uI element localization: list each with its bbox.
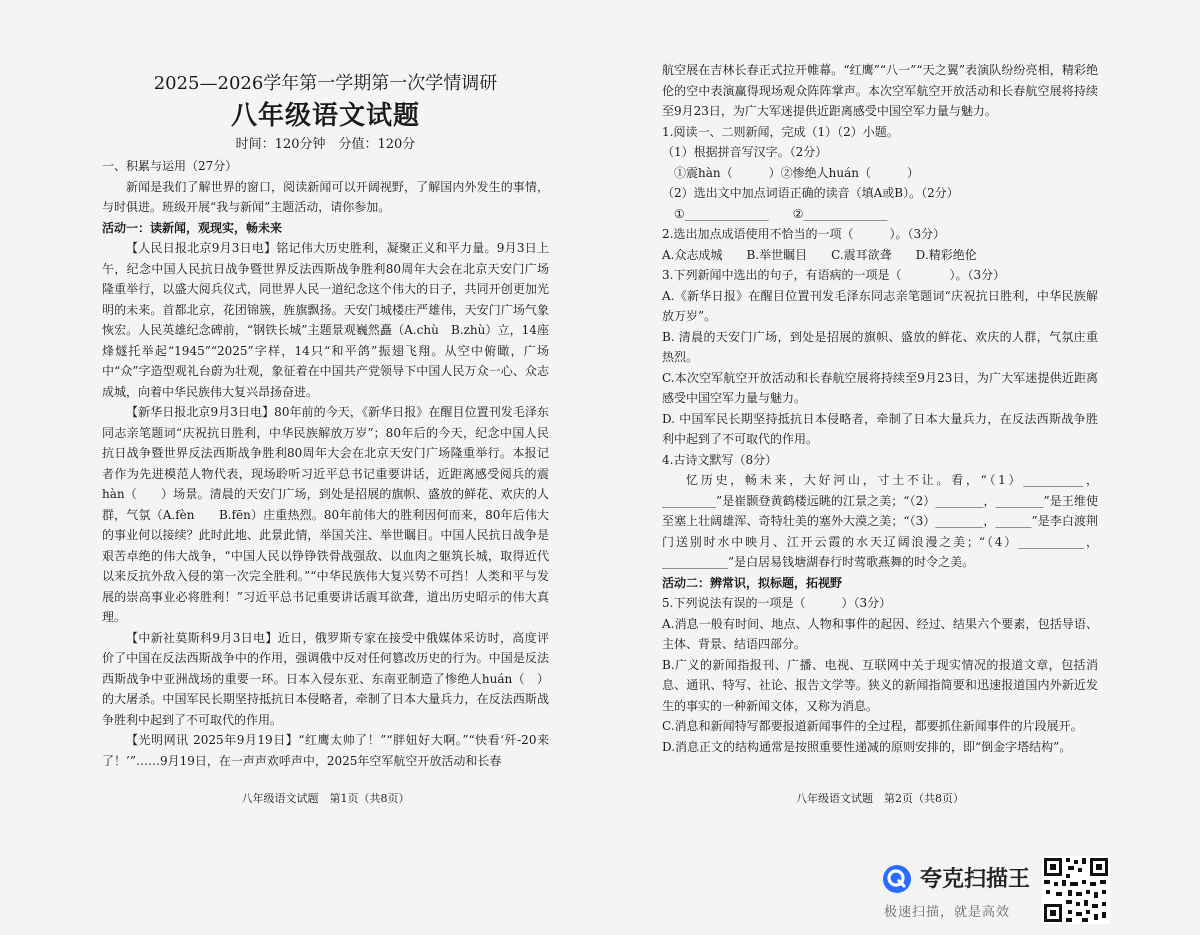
- exam-title: 八年级语文试题: [230, 101, 420, 131]
- question-1-part-1: （1）根据拼音写汉字。（2分）: [662, 145, 828, 159]
- exam-header: 2025—2026学年第一学期第一次学情调研: [153, 73, 498, 94]
- question-5-option-c: C.消息和新闻特写都要报道新闻事件的全过程，都要抓住新闻事件的片段展开。: [662, 719, 1083, 733]
- question-5-option-a: A.消息一般有时间、地点、人物和事件的起因、经过、结果六个要素，包括导语、主体、背景、结语四部分。: [662, 616, 1098, 651]
- brand-slogan: 极速扫描，就是高效: [884, 905, 1011, 920]
- time-score: 时间：120分钟 分值：120分: [235, 137, 416, 152]
- news-paragraph-4-continued: 航空展在吉林长春正式拉开帷幕。“红鹰”“八一”“天之翼”表演队纷纷亮相，精彩绝伦的空中表演赢得现场观众阵阵掌声。本次空军航空开放活动和长春航空展将持续至9月23日，为广大军迷提供近距离感受中国空军力量与魅力。: [662, 63, 1098, 118]
- activity-2-heading: 活动二：辨常识，拟标题，拓视野: [662, 575, 843, 590]
- question-3: 3.下列新闻中选出的句子，有语病的一项是（ ）。（3分）: [662, 268, 1006, 282]
- question-3-option-d: D. 中国军民长期坚持抵抗日本侵略者，牵制了日本大量兵力，在反法西斯战争胜利中起到了不可取代的作用。: [662, 411, 1098, 446]
- question-2-options: A.众志成城 B.举世瞩目 C.震耳欲聋 D.精彩绝伦: [662, 247, 977, 262]
- question-4: 4.古诗文默写（8分）: [662, 452, 778, 467]
- question-3-option-b: B. 清晨的天安门广场，到处是招展的旗帜、盛放的鲜花、欢庆的人群，气氛庄重热烈。: [662, 329, 1098, 364]
- section-heading: 一、积累与运用（27分）: [102, 159, 238, 173]
- news-paragraph-4: 【光明网讯 2025年9月19日】“红鹰太帅了！”“胖妞好大啊。”“快看‘歼-20来了！’”……9月19日，在一声声欢呼声中，2025年空军航空开放活动和长春: [102, 733, 549, 768]
- question-5-option-b: B.广义的新闻指报刊、广播、电视、互联网中关于现实情况的报道文章，包括消息、通讯、特写、社论、报告文学等。狭义的新闻指简要和迅速报道国内外新近发生的事实的一种新闻文体，又称为消息。: [662, 657, 1098, 713]
- question-2: 2.选出加点成语使用不恰当的一项（ ）。（3分）: [662, 227, 946, 241]
- question-3-option-a: A.《新华日报》在醒目位置刊发毛泽东同志亲笔题词“庆祝抗日胜利，中华民族解放万岁”。: [662, 288, 1098, 323]
- quark-logo-icon: [882, 864, 912, 894]
- intro-paragraph: 新闻是我们了解世界的窗口，阅读新闻可以开阔视野，了解国内外发生的事情，与时俱进。班级开展“我与新闻”主题活动，请你参加。: [102, 179, 549, 214]
- news-paragraph-3: 【中新社莫斯科9月3日电】近日，俄罗斯专家在接受中俄媒体采访时，高度评价了中国在反法西斯战争中的作用，强调俄中反对任何篡改历史的行为。中国是反法西斯战争中亚洲战场的重要一环。日本入侵东亚、东南亚制造了惨绝人huán（ ）的大屠杀。中国军民长期坚持抵抗日本侵略者，牵制了日本大量兵力，在反法西斯战争胜利中起到了不可取代的作用。: [102, 630, 549, 727]
- page-footer-left: 八年级语文试题 第1页（共8页）: [241, 792, 410, 805]
- question-1-part-2: （2）选出文中加点词语正确的读音（填A或B）。（2分）: [662, 186, 959, 200]
- news-paragraph-2: 【新华日报北京9月3日电】80年前的今天，《新华日报》在醒目位置刊发毛泽东同志亲笔题词“庆祝抗日胜利，中华民族解放万岁”；80年后的今天，纪念中国人民抗日战争暨世界反法西斯战争胜利80周年大会在北京天安门广场隆重举行。本报记者作为先进模范人物代表，现场聆听习近平总书记重要讲话，近距离感受阅兵的震hàn（ ）场景。清晨的天安门广场，到处是招展的旗帜、盛放的鲜花、欢庆的人群，气氛（A.fèn B.fēn）庄重热烈。80年前伟大的胜利因何而来，80年后伟大的事业何以接续？此时此地、此景此情，举国关注、举世瞩目。中国人民抗日战争是艰苦卓绝的伟大战争，“中国人民以铮铮铁骨战强敌、以血肉之躯筑长城，取得近代以来反抗外敌入侵的第一次完全胜利。”“中华民族伟大复兴势不可挡！人类和平与发展的崇高事业必将胜利！”习近平总书记重要讲话震耳欲聋，道出历史昭示的伟大真理。: [102, 405, 549, 624]
- question-1: 1.阅读一、二则新闻，完成（1）（2）小题。: [662, 124, 899, 139]
- qr-code-icon: [1042, 856, 1110, 924]
- activity-heading: 活动一：读新闻，观现实，畅未来: [102, 220, 283, 235]
- news-paragraph-1: 【人民日报北京9月3日电】铭记伟大历史胜利，凝聚正义和平力量。9月3日上午，纪念中国人民抗日战争暨世界反法西斯战争胜利80周年大会在北京天安门广场隆重举行，以盛大阅兵仪式，同世界人民一道纪念这个伟大的日子，共同开创更加光明的未来。首都北京，花团锦簇，旌旗飘扬。天安门城楼庄严雄伟，天安门广场气象恢宏。人民英雄纪念碑前，“钢铁长城”主题景观巍然矗（A.chù B.zhù）立，14座烽燧托举起“1945”“2025”字样，14只“和平鸽”振翅飞翔。从空中俯瞰，广场中“众”字造型观礼台蔚为壮观，象征着在中国共产党领导下中国人民万众一心、众志成城，向着中华民族伟大复兴昂扬奋进。: [102, 241, 549, 399]
- question-1-part-2-blanks: ①______________ ②______________: [674, 206, 888, 221]
- question-3-option-c: C.本次空军航空开放活动和长春航空展将持续至9月23日，为广大军迷提供近距离感受中国空军力量与魅力。: [662, 370, 1098, 405]
- left-page: [102, 60, 549, 820]
- brand-name: 夸克扫描王: [920, 867, 1031, 892]
- question-4-text: 忆历史，畅未来，大好河山，寸土不让。看，“（1）__________，_________”是崔颢登黄鹤楼远眺的江景之美；“（2）________，________”是王维使至塞上壮阔雄浑、奇特壮美的塞外大漠之美；“（3）________，______”是李白渡荆门送别时水中映月、江开云霞的水天辽阔浪漫之美；“（4）___________，___________”是白居易钱塘湖春行时莺歌燕舞的时令之美。: [662, 473, 1098, 569]
- right-page: [662, 60, 1098, 820]
- question-5: 5.下列说法有误的一项是（ ）（3分）: [662, 596, 892, 610]
- page-footer-right: 八年级语文试题 第2页（共8页）: [796, 792, 964, 805]
- question-1-part-1-blanks: ①震hàn（ ）②惨绝人huán（ ）: [674, 165, 919, 180]
- question-5-option-d: D.消息正文的结构通常是按照重要性递减的原则安排的，即“倒金字塔结构”。: [662, 739, 1072, 754]
